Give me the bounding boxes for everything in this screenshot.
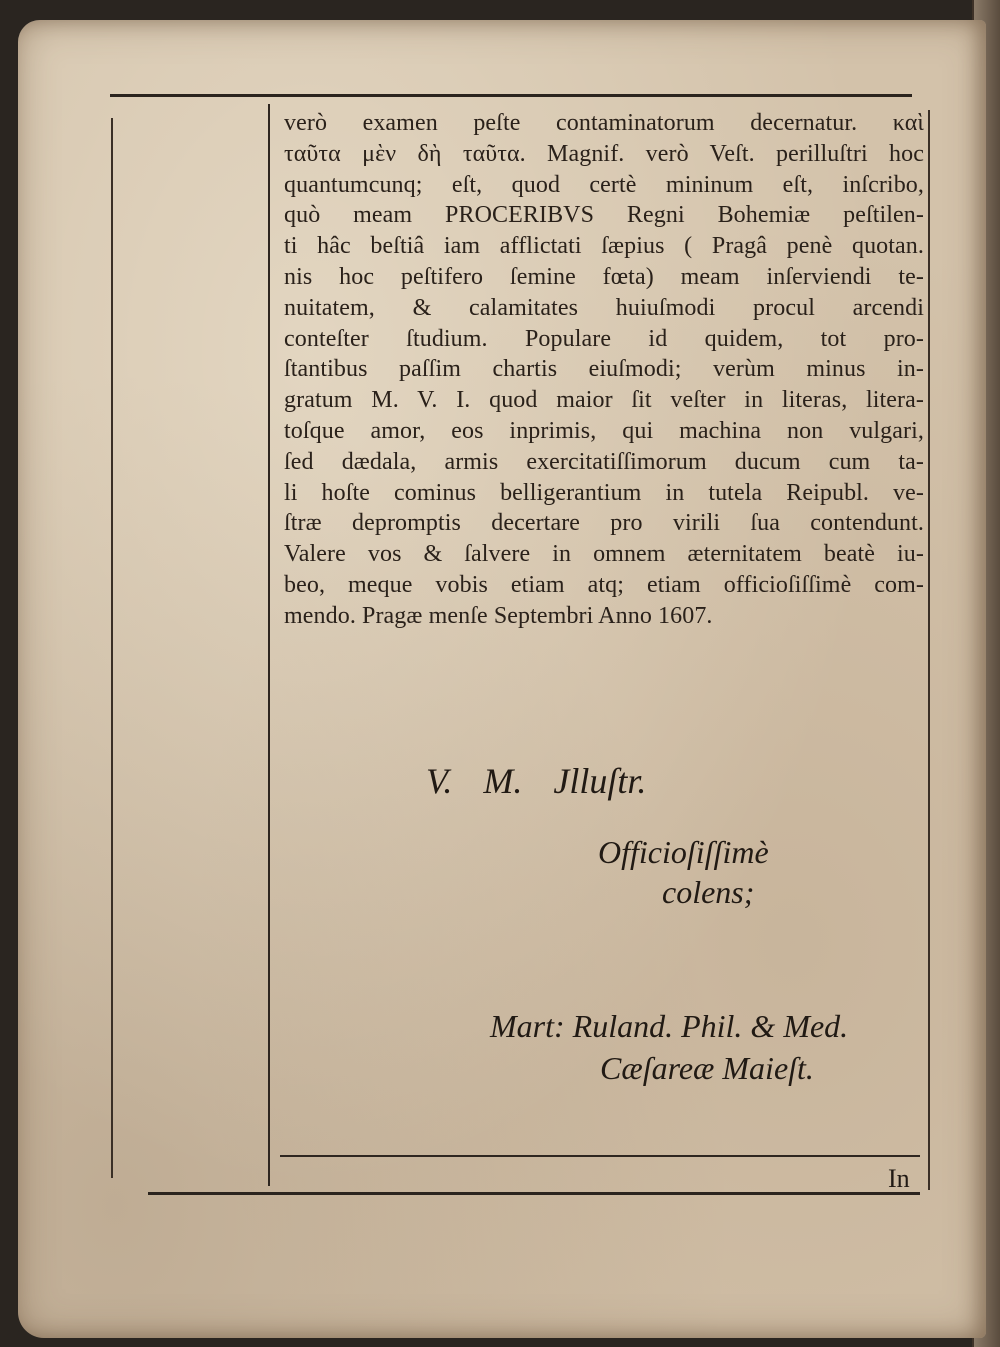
body-line: nis hoc peſtifero ſemine fœta) meam inſerviendi te- <box>284 263 924 290</box>
body-line: ſtantibus paſſim chartis eiuſmodi; verùm minus in- <box>284 356 924 383</box>
body-line: Valere vos & ſalvere in omnem æternitatem beatè iu- <box>284 541 924 568</box>
signature-line: Cæſareæ Maieſt. <box>600 1050 814 1086</box>
body-line: verò examen peſte contaminatorum decernatur. καὶ <box>284 110 924 136</box>
body-line: li hoſte cominus belligerantium in tutela Reipubl. ve- <box>284 479 924 506</box>
body-line: gratum M. V. I. quod maior ſit veſter in literas, litera- <box>284 387 924 414</box>
body-line: toſque amor, eos inprimis, qui machina non vulgari, <box>284 417 924 444</box>
body-line: ταῦτα μὲν δὴ ταῦτα. Magnif. verò Veſt. perilluſtri hoc <box>284 140 924 167</box>
closing-line: colens; <box>662 874 755 910</box>
catchword: In <box>888 1164 910 1193</box>
closing-line: Officioſiſſimè <box>598 834 769 870</box>
body-line: beo, meque vobis etiam atq; etiam officioſiſſimè com- <box>284 571 924 598</box>
body-line: quò meam PROCERIBVS Regni Bohemiæ peſtilen- <box>284 202 924 229</box>
left-inner-rule <box>268 104 270 1186</box>
body-line: quantumcunq; eſt, quod certè mininum eſt, inſcribo, <box>284 171 924 198</box>
signature-line: Mart: Ruland. Phil. & Med. <box>490 1008 849 1044</box>
body-line: ſtræ depromptis decertare pro virili ſua contendunt. <box>284 510 924 537</box>
body-line: conteſter ſtudium. Populare id quidem, tot pro- <box>284 325 924 352</box>
salutation: V. M. Jlluſtr. <box>426 761 647 801</box>
body-line: ti hâc beſtiâ iam afflictati ſæpius ( Pragâ penè quotan. <box>284 233 924 260</box>
body-line: nuitatem, & calamitates huiuſmodi procul arcendi <box>284 294 924 321</box>
body-text <box>284 108 924 632</box>
left-outer-rule <box>111 118 113 1178</box>
body-line: ſed dædala, armis exercitatiſſimorum ducum cum ta- <box>284 448 924 475</box>
body-line: mendo. Pragæ menſe Septembri Anno 1607. <box>284 602 713 629</box>
top-rule <box>110 94 912 97</box>
right-rule <box>928 110 930 1190</box>
bottom-inner-rule <box>280 1155 920 1157</box>
bottom-outer-rule <box>148 1192 920 1195</box>
